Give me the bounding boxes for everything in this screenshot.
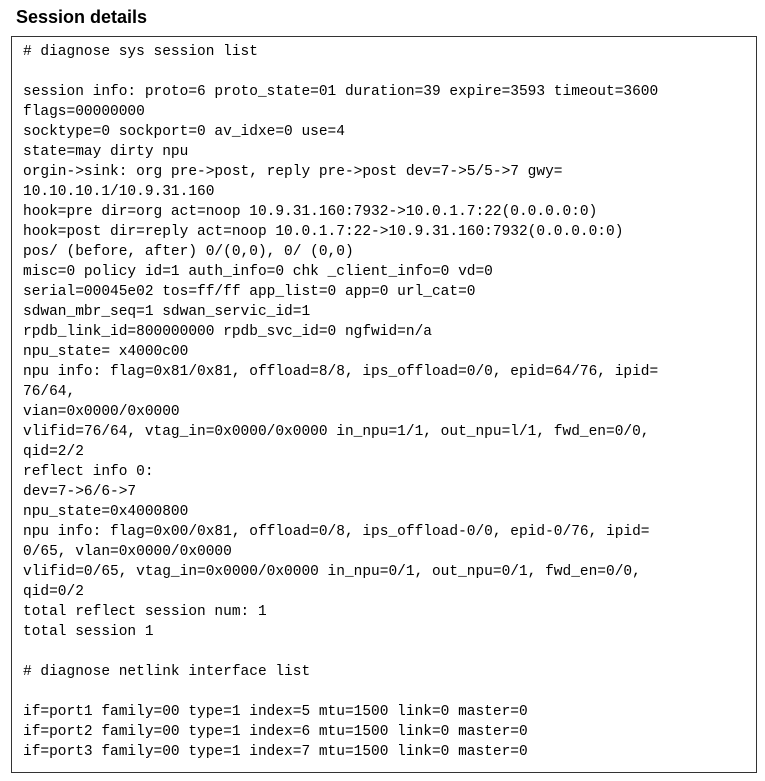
console-line: npu info: flag=0x00/0x81, offload=0/8, ips_offload-0/0, epid-0/76, ipid= [23,524,650,540]
console-line: 0/65, vlan=0x0000/0x0000 [23,544,232,560]
console-line: # diagnose sys session list [23,44,258,60]
console-line: npu_state=0x4000800 [23,504,189,520]
console-line: orgin->sink: org pre->post, reply pre->post dev=7->5/5->7 gwy= [23,164,563,180]
console-line: hook=pre dir=org act=noop 10.9.31.160:7932->10.0.1.7:22(0.0.0.0:0) [23,204,598,220]
console-line [23,642,756,662]
console-line: total session 1 [23,624,154,640]
console-line: 10.10.10.1/10.9.31.160 [23,184,215,200]
console-line [23,62,756,82]
console-line: if=port1 family=00 type=1 index=5 mtu=1500 link=0 master=0 [23,704,528,720]
console-line: qid=2/2 [23,444,84,460]
console-line: serial=00045e02 tos=ff/ff app_list=0 app=0 url_cat=0 [23,284,476,300]
console-line: state=may dirty npu [23,144,189,160]
console-line: total reflect session num: 1 [23,604,267,620]
console-line: npu_state= x4000c00 [23,344,189,360]
console-line: flags=00000000 [23,104,145,120]
console-line: vlifid=0/65, vtag_in=0x0000/0x0000 in_npu=0/1, out_npu=0/1, fwd_en=0/0, [23,564,641,580]
console-line: hook=post dir=reply act=noop 10.0.1.7:22->10.9.31.160:7932(0.0.0.0:0) [23,224,624,240]
console-line: qid=0/2 [23,584,84,600]
console-output[interactable] [11,36,757,773]
console-line: if=port3 family=00 type=1 index=7 mtu=1500 link=0 master=0 [23,744,528,760]
page-title: Session details [16,7,148,27]
console-line: vlifid=76/64, vtag_in=0x0000/0x0000 in_npu=1/1, out_npu=l/1, fwd_en=0/0, [23,424,650,440]
console-line: # diagnose netlink interface list [23,664,311,680]
console-line: reflect info 0: [23,464,154,480]
console-line: sdwan_mbr_seq=1 sdwan_servic_id=1 [23,304,311,320]
console-line: session info: proto=6 proto_state=01 duration=39 expire=3593 timeout=3600 [23,84,659,100]
console-line: npu info: flag=0x81/0x81, offload=8/8, ips_offload=0/0, epid=64/76, ipid= [23,364,659,380]
console-line: dev=7->6/6->7 [23,484,137,500]
console-line: rpdb_link_id=800000000 rpdb_svc_id=0 ngfwid=n/a [23,324,432,340]
console-line: socktype=0 sockport=0 av_idxe=0 use=4 [23,124,345,140]
console-line: pos/ (before, after) 0/(0,0), 0/ (0,0) [23,244,354,260]
console-line: if=port2 family=00 type=1 index=6 mtu=1500 link=0 master=0 [23,724,528,740]
console-line: 76/64, [23,384,76,400]
console-line: vian=0x0000/0x0000 [23,404,180,420]
console-line: misc=0 policy id=1 auth_info=0 chk _client_info=0 vd=0 [23,264,493,280]
console-line [23,682,756,702]
